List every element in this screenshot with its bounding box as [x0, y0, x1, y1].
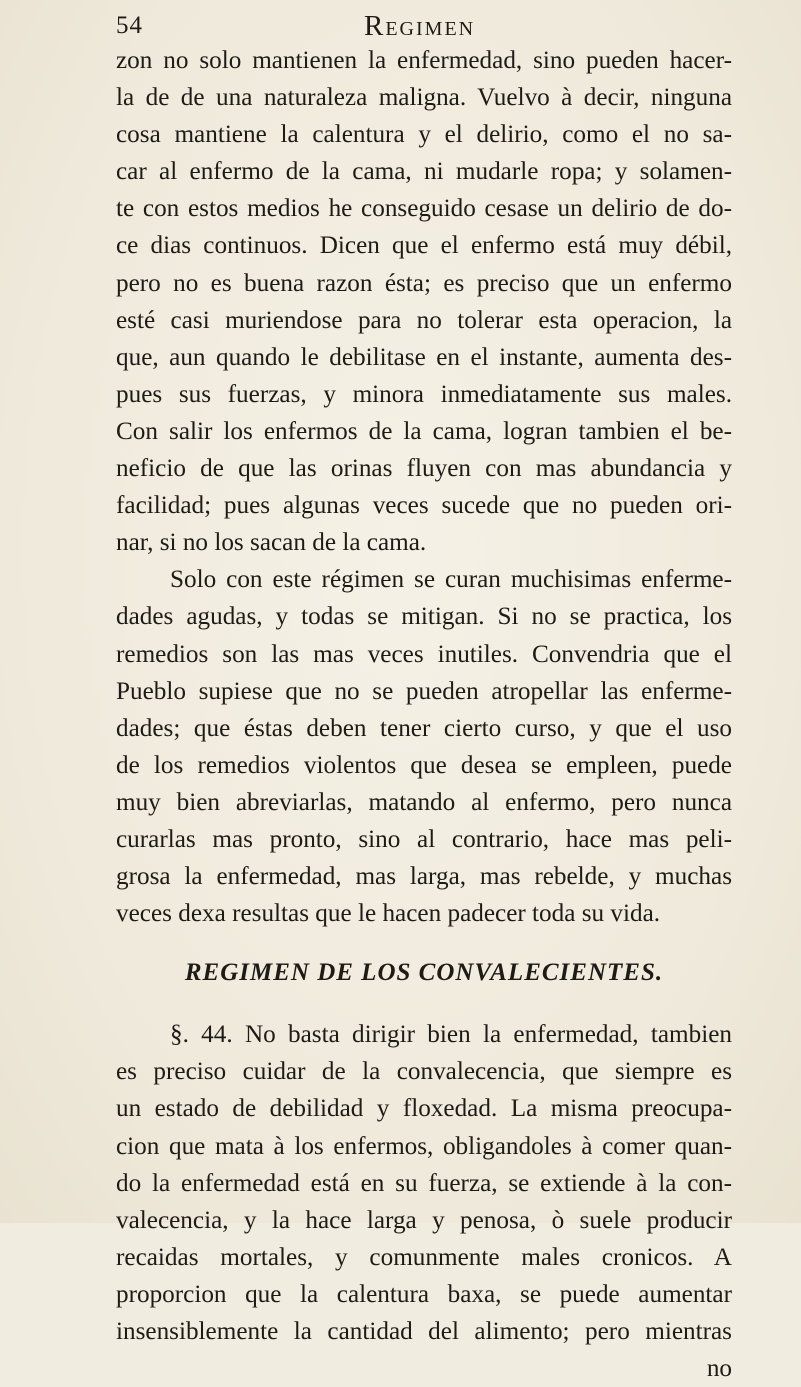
text-line: Solo con este régimen se curan muchisimas enferme- — [170, 566, 732, 594]
text-line: dades; que éstas deben tener cierto curso, y que el uso — [116, 714, 732, 742]
text-line: esté casi muriendose para no tolerar esta operacion, la — [116, 306, 732, 334]
text-line: es preciso cuidar de la convalecencia, que siempre es — [116, 1058, 732, 1086]
text-line: pues sus fuerzas, y minora inmediatamente sus males. — [116, 380, 732, 408]
text-line: cion que mata à los enfermos, obligandoles à comer quan- — [116, 1132, 732, 1160]
text-line: un estado de debilidad y floxedad. La misma preocupa- — [116, 1095, 732, 1123]
text-line: car al enfermo de la cama, ni mudarle ropa; y solamen- — [116, 158, 732, 186]
text-line: ce dias continuos. Dicen que el enfermo está muy débil, — [116, 232, 732, 260]
text-line: facilidad; pues algunas veces sucede que no pueden ori- — [116, 492, 732, 520]
text-line: insensiblemente la cantidad del alimento; pero mientras — [116, 1318, 732, 1345]
text-line: la de de una naturaleza maligna. Vuelvo à decir, ninguna — [116, 84, 732, 112]
text-line: que, aun quando le debilitase en el instante, aumenta des- — [116, 343, 732, 371]
text-line: Pueblo supiese que no se pueden atropellar las enferme- — [116, 677, 732, 705]
paragraph-two — [116, 561, 732, 932]
text-line: te con estos medios he conseguido cesase un delirio de do- — [116, 195, 732, 223]
text-line: proporcion que la calentura baxa, se puede aumentar — [116, 1280, 732, 1308]
page-number: 54 — [116, 12, 143, 39]
text-line: pero no es buena razon ésta; es preciso que un enfermo — [116, 269, 732, 297]
running-head: Regimen — [364, 10, 476, 42]
page-header — [116, 12, 676, 44]
text-line: dades agudas, y todas se mitigan. Si no se practica, los — [116, 603, 732, 631]
text-line: §. 44. No basta dirigir bien la enfermedad, tambien — [170, 1021, 732, 1049]
catchword: no — [706, 1355, 732, 1383]
body-text — [116, 42, 732, 1387]
section-heading: REGIMEN DE LOS CONVALECIENTES. — [184, 959, 664, 987]
text-line: cosa mantiene la calentura y el delirio, como el no sa- — [116, 121, 732, 149]
paragraph-one — [116, 42, 732, 561]
text-line: veces dexa resultas que le hacen padecer toda su vida. — [116, 900, 661, 928]
text-line: recaidas mortales, y comunmente males cronicos. A — [116, 1243, 732, 1271]
heading-spacer — [116, 996, 732, 1016]
text-line: remedios son las mas veces inutiles. Convendria que el — [116, 640, 732, 668]
text-line: zon no solo mantienen la enfermedad, sino pueden hacer- — [116, 47, 732, 74]
text-line: neficio de que las orinas fluyen con mas abundancia y — [116, 455, 732, 483]
text-line: curarlas mas pronto, sino al contrario, hace mas peli- — [116, 825, 732, 853]
text-line: Con salir los enfermos de la cama, logran tambien el be- — [116, 417, 732, 445]
text-line: nar, si no los sacan de la cama. — [116, 529, 427, 557]
text-line: valecencia, y la hace larga y penosa, ò suele producir — [116, 1206, 732, 1234]
text-line: do la enfermedad está en su fuerza, se extiende à la con- — [116, 1169, 732, 1197]
text-line: de los remedios violentos que desea se empleen, puede — [116, 751, 732, 779]
text-line: grosa la enfermedad, mas larga, mas rebelde, y muchas — [116, 863, 732, 891]
paragraph-three — [116, 1016, 732, 1387]
text-line: muy bien abreviarlas, matando al enfermo, pero nunca — [116, 788, 732, 816]
